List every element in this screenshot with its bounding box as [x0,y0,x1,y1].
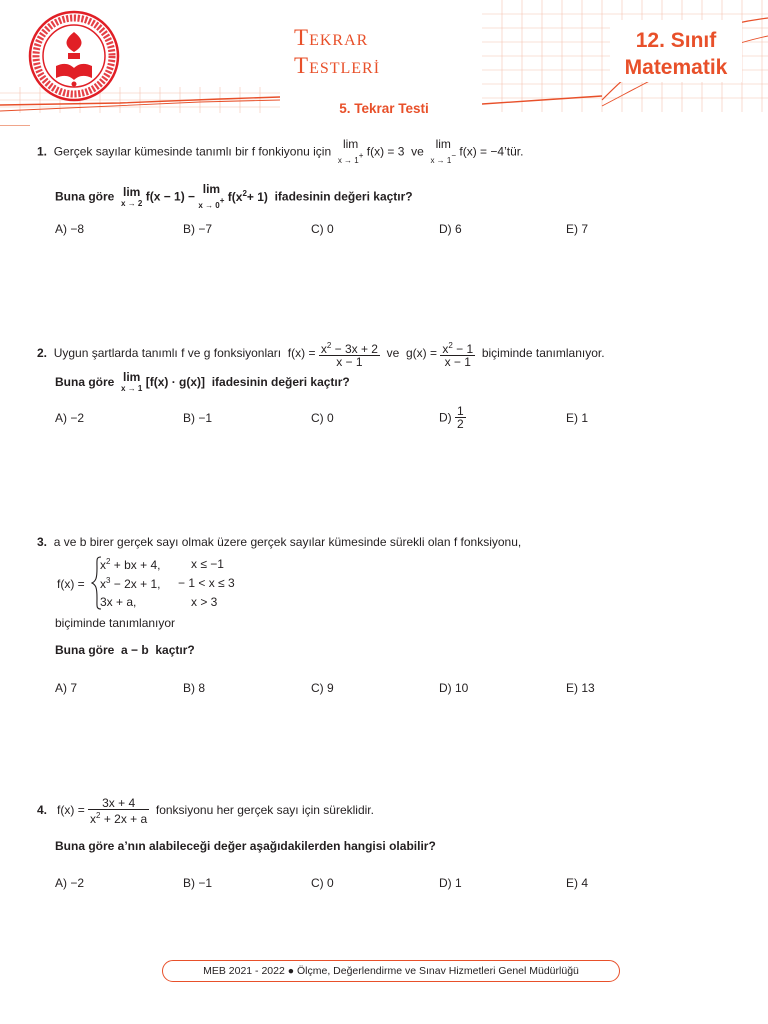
math-expression: $f(x^2+ 1)$ [227,188,268,204]
fraction [88,797,149,825]
title-divider-left [0,125,30,126]
fraction-denominator: 2 [457,417,464,431]
fraction [455,405,466,430]
stem-suffix: fonksiyonu her gerçek sayı için süreklidir. [155,803,374,818]
option-label: D) [439,410,452,425]
stem-text: Gerçek sayılar kümesinde tanımlı bir f fonkiyonu için [53,144,332,159]
piecewise-case-1-cond: x ≤ −1 [191,557,224,571]
lim-label: lim [342,137,359,151]
subject-label: Matematik [624,56,728,79]
question-3-option-d[interactable]: D) 10 [439,681,469,695]
fraction [319,340,380,368]
math-expression: f(x) = [57,803,85,818]
question-number: 3. [37,535,48,549]
question-2-option-b[interactable]: B) −1 [183,411,213,425]
footer-text: MEB 2021 - 2022 ● Ölçme, Değerlendirme ve Sınav Hizmetleri Genel Müdürlüğü [203,965,579,977]
math-expression: f(x) = 3 [366,144,405,159]
question-2-option-a[interactable]: A) −2 [55,411,85,425]
grade-label: 12. Sınıf [635,29,717,52]
question-1-stem [37,139,523,166]
question-3-prompt [55,643,195,657]
meb-seal-icon [28,10,120,102]
math-expression: g(x) = [406,346,438,361]
brand-line-1 [294,25,380,53]
fraction-denominator: $x^2 + 2x + a$ [90,811,148,826]
prompt-prefix: Buna göre [55,643,115,657]
question-4-stem [37,797,374,825]
grade-subject [620,27,732,81]
question-3-option-b[interactable]: B) 8 [183,681,206,695]
limit-operator [198,184,224,211]
fraction [440,340,475,368]
lim-label: lim [435,137,451,151]
question-2-option-c[interactable]: C) 0 [311,411,334,425]
question-3-stem-suffix: biçiminde tanımlanıyor [55,616,176,630]
question-4-prompt: Buna göre a’nın alabileceği değer aşağıdakilerden hangisi olabilir? [55,839,436,853]
question-1-option-e[interactable]: E) 7 [566,222,589,236]
limit-operator [121,184,143,209]
brand-cap-2: T [294,53,310,78]
conjunction: ve [386,346,400,361]
fraction-numerator: 3x + 4 [88,797,149,810]
math-expression: a − b [121,643,149,657]
question-number: 1. [37,144,48,159]
lim-subscript: x → 2 [121,198,143,208]
limit-operator [338,139,364,166]
stem-text: Uygun şartlarda tanımlı f ve g fonksiyonları [53,346,282,361]
fraction-numerator: $x^2 - 3x + 2$ [320,341,378,356]
prompt-suffix: ifadesinin değeri kaçtır? [211,375,350,390]
question-2-option-e[interactable]: E) 1 [566,411,589,425]
fraction-numerator: $x^2 - 1$ [442,341,474,356]
brand-rest-2: ESTLERİ [309,60,381,77]
lim-label: lim [202,182,221,196]
question-3-stem [37,535,521,549]
limit-operator [121,372,142,394]
prompt-suffix: ifadesinin değeri kaçtır? [274,189,413,204]
question-4-option-d[interactable]: D) 1 [439,876,462,890]
math-expression: f(x − 1) − [145,189,196,204]
math-expression: f(x) = −4 [459,144,505,159]
piecewise-case-2-cond: − 1 < x ≤ 3 [178,576,235,590]
question-2-option-d[interactable] [439,405,466,430]
question-1-prompt [55,184,413,211]
limit-operator [430,139,456,166]
question-3-option-a[interactable]: A) 7 [55,681,78,695]
question-1-option-c[interactable]: C) 0 [311,222,334,236]
conjunction: ve [411,144,424,159]
question-2-prompt [55,372,350,394]
brand-cap-1: T [294,25,310,50]
fraction-numerator: 1 [457,404,464,418]
question-3-option-c[interactable]: C) 9 [311,681,334,695]
lim-label: lim [123,184,141,199]
brand-title [294,25,380,81]
lim-subscript: x → 1− [430,151,457,165]
brand-line-2 [294,53,380,81]
question-4-option-c[interactable]: C) 0 [311,876,334,890]
question-1-option-b[interactable]: B) −7 [183,222,213,236]
prompt-prefix: Buna göre [55,375,115,390]
prompt-prefix: Buna göre [55,189,115,204]
piecewise-case-2-expr: $x^3 - 2x + 1$, [100,576,161,591]
fraction-denominator: x − 1 [336,355,363,369]
lim-label: lim [123,370,141,384]
question-4-option-a[interactable]: A) −2 [55,876,85,890]
stem-text: a ve b birer gerçek sayı olmak üzere gerçek sayılar kümesinde sürekli olan f fonksiyonu, [53,535,522,549]
math-expression: [f(x) · g(x)] [145,375,206,390]
question-number: 4. [37,803,48,818]
lim-subscript: x → 1+ [337,151,364,165]
question-1-option-d[interactable]: D) 6 [439,222,462,236]
piecewise-case-3-cond: x > 3 [191,595,218,609]
stem-suffix: ’tür. [504,144,524,159]
question-3-option-e[interactable]: E) 13 [566,681,595,695]
question-2-stem [37,340,605,368]
fraction-denominator: x − 1 [444,355,471,369]
lim-subscript: x → 0+ [198,196,225,210]
math-expression: f(x) = [287,346,316,361]
lim-subscript: x → 1 [121,384,143,393]
test-title: 5. Tekrar Testi [339,101,429,116]
piecewise-lhs: f(x) = [57,577,85,591]
question-4-option-e[interactable]: E) 4 [566,876,589,890]
stem-suffix: biçiminde tanımlanıyor. [481,346,605,361]
question-1-option-a[interactable]: A) −8 [55,222,85,236]
question-4-option-b[interactable]: B) −1 [183,876,213,890]
question-number: 2. [37,346,48,361]
brand-rest-1: EKRAR [309,32,369,49]
piecewise-case-1-expr: $x^2$ + bx + 4, [100,557,161,572]
piecewise-case-3-expr: 3x + a, [100,595,137,609]
prompt-suffix: kaçtır? [155,643,195,657]
